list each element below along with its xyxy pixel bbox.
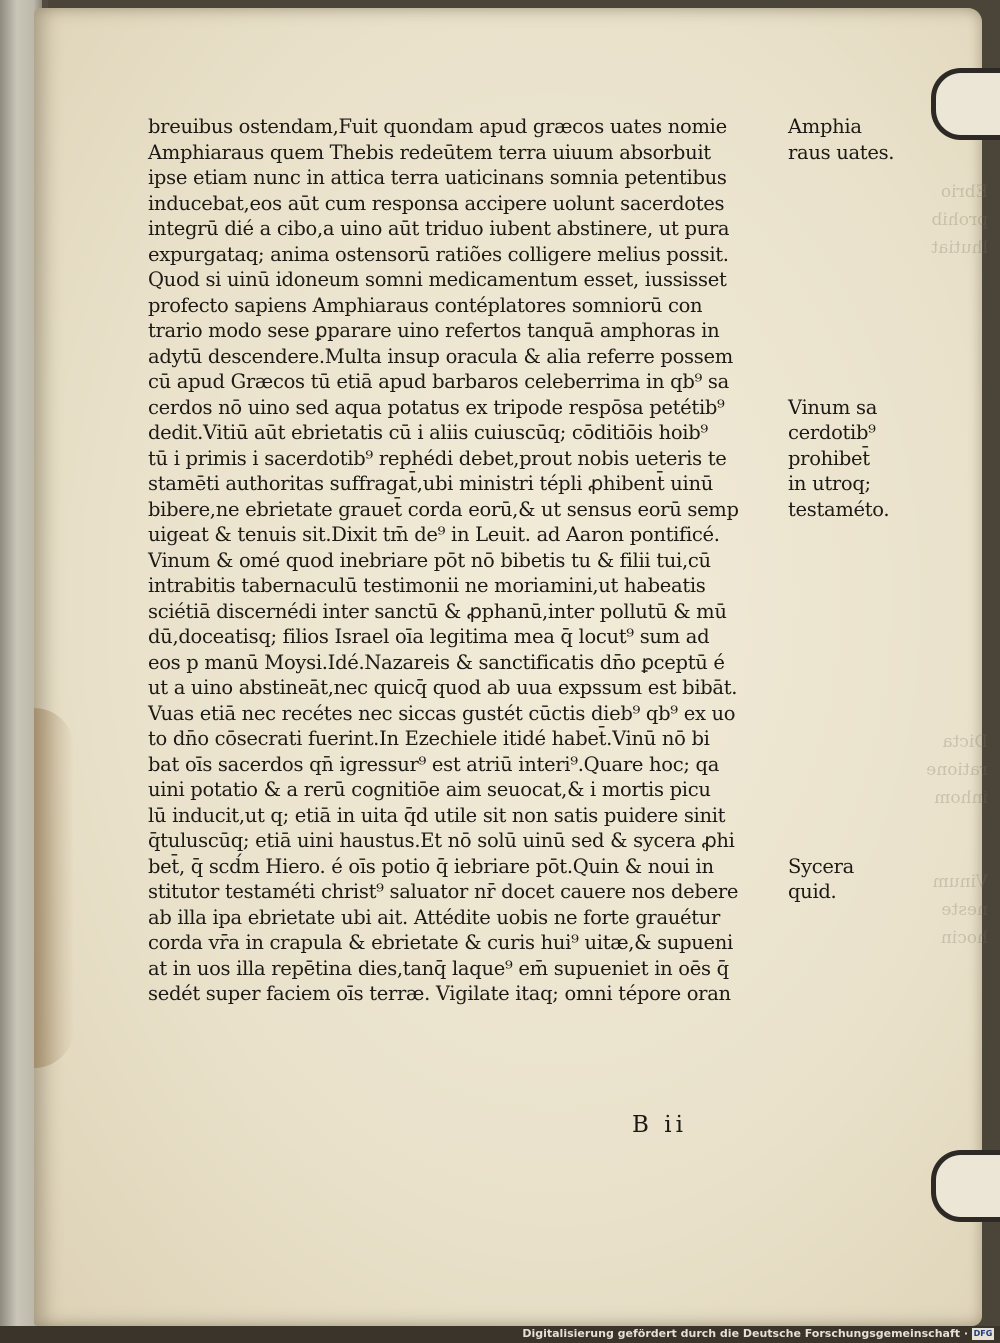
book-clamp-bottom — [931, 1150, 1000, 1222]
text-line: ab illa ipa ebrietate ubi ait. Attédite uobis ne forte grauétur — [148, 905, 721, 929]
book-clamp-top — [931, 68, 1000, 140]
text-line: inducebat,eos aūt cum responsa accipere uolunt sacerdotes — [148, 191, 725, 215]
text-line: to dn̄o cōsecrati fuerint.In Ezechiele itidé habet̄.Vinū nō bi — [148, 727, 710, 750]
text-line: lū inducit,ut q; etiā in uita q̄d utile sit non satis puidere sinit — [148, 803, 726, 827]
digitization-credit: Digitalisierung gefördert durch die Deutsche Forschungsgemeinschaft · — [522, 1327, 968, 1340]
text-line: at in uos illa repētina dies,tanq̄ laque⁹ em̄ supueniet in oēs q̄ — [148, 956, 729, 980]
text-line: Amphiaraus quem Thebis redeūtem terra uiuum absorbuit — [148, 140, 711, 164]
marginal-note: Amphia — [788, 115, 862, 138]
text-line: q̄tuluscūq; etiā uini haustus.Et nō solū uinū sed & sycera ꝓhi — [148, 829, 735, 852]
text-line: sedét super faciem oīs terræ. Vigilate itaq; omni tépore oran — [148, 982, 731, 1005]
text-line: cū apud Græcos tū etiā apud barbaros celeberrima in qb⁹ sa — [148, 370, 729, 393]
text-line: dedit.Vitiū aūt ebrietatis cū i aliis cuiuscūq; cōditiōis hoib⁹ — [148, 421, 708, 444]
text-line: dū,doceatisq; filios Israel oīa legitima mea q̄ locut⁹ sum ad — [148, 625, 710, 648]
text-line: bet̄, q̄ scd́m Hiero. é oīs potio q̄ iebriare pōt.Quin & noui in — [148, 854, 714, 878]
footer-bar — [0, 1326, 1000, 1343]
water-stain — [34, 708, 74, 1068]
text-line: uini potatio & a rerū cognitiōe aim seuocat,& i mortis picu — [148, 778, 711, 801]
text-line: bat oīs sacerdos qn̄ igressur⁹ est atriū interi⁹.Quare hoc; qa — [148, 752, 720, 776]
marginal-note: testaméto. — [788, 497, 890, 521]
text-line: corda vr̄a in crapula & ebrietate & curis hui⁹ uitæ,& supueni — [148, 931, 733, 954]
text-line: breuibus ostendam,Fuit quondam apud græcos uates nomie — [148, 115, 727, 138]
text-line: stitutor testaméti christ⁹ saluator nr̄ docet cauere nos debere — [148, 880, 739, 903]
marginal-note: cerdotib⁹ — [788, 421, 876, 444]
text-line: trario modo sese ꝑparare uino refertos tanquā amphoras in — [148, 319, 720, 342]
dfg-logo: DFG — [973, 1329, 993, 1338]
main-text-block — [148, 114, 808, 1007]
text-line: Vinum & omé quod inebriare pōt nō bibetis tu & filii tui,cū — [148, 548, 711, 572]
text-line: adytū descendere.Multa insup oracula & alia referre possem — [148, 344, 733, 368]
marginal-note: Vinum sa — [788, 395, 878, 419]
text-line: eos p manū Moysi.Idé.Nazareis & sanctificatis dn̄o ꝑceptū é — [148, 650, 725, 674]
text-line: stamēti authoritas suffragat̄,ubi ministri tépli ꝓhibent̄ uinū — [148, 472, 713, 495]
text-line: ipse etiam nunc in attica terra uaticinans somnia petentibus — [148, 166, 727, 189]
text-line: tū i primis i sacerdotib⁹ rephédi debet,prout nobis ueteris te — [148, 446, 727, 470]
show-through-text: Dicta ratione inhom — [926, 732, 988, 808]
text-line: expurgataq; anima ostensorū ratiões colligere melius possit. — [148, 242, 729, 266]
marginal-note: quid. — [788, 880, 837, 903]
text-line: profecto sapiens Amphiaraus contéplatores somniorū con — [148, 293, 703, 317]
text-line: integrū dié a cibo,a uino aūt triduo iubent abstinere, ut pura — [148, 217, 730, 240]
marginal-note: Sycera — [788, 854, 854, 878]
show-through-text: Ebrio prohib lhutiat — [931, 182, 988, 258]
show-through-text: Vinum neste hocin — [932, 872, 988, 948]
marginal-note: raus uates. — [788, 140, 895, 164]
text-line: Quod si uinū idoneum somni medicamentum esset, iussisset — [148, 268, 727, 291]
marginal-note: prohibet̄ — [788, 446, 870, 470]
text-line: cerdos nō uino sed aqua potatus ex tripode respōsa petétib⁹ — [148, 395, 725, 419]
text-line: sciétiā discernédi inter sanctū & ꝓphanū,inter pollutū & mū — [148, 599, 727, 623]
text-line: bibere,ne ebrietate grauet̄ corda eorū,& ut sensus eorū semp — [148, 497, 739, 521]
text-line: uigeat & tenuis sit.Dixit tm̄ de⁹ in Leuit. ad Aaron pontificé. — [148, 523, 720, 546]
text-line: intrabitis tabernaculū testimonii ne moriamini,ut habeatis — [148, 574, 706, 597]
signature-mark: B ii — [632, 1112, 687, 1138]
text-line: ut a uino abstineāt,nec quicq̄ quod ab uua expssum est bibāt. — [148, 676, 738, 699]
marginal-note: in utroq; — [788, 472, 871, 495]
text-line: Vuas etiā nec recétes nec siccas gustét cūctis dieb⁹ qb⁹ ex uo — [148, 701, 736, 725]
